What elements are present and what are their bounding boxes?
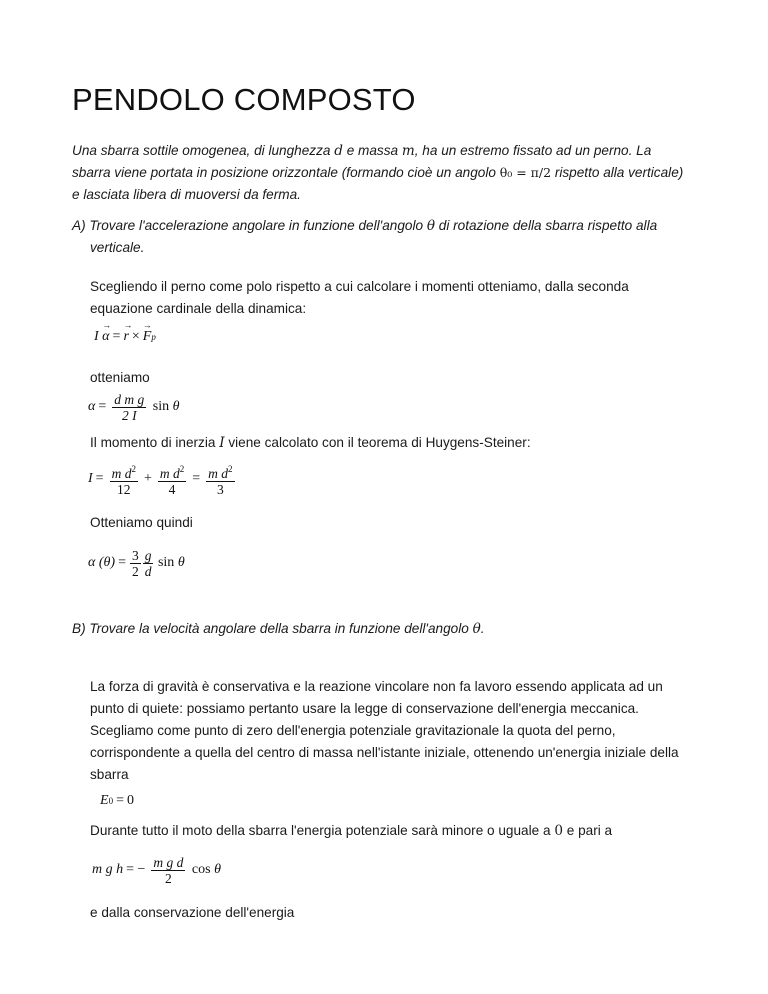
eq-numerator: m g d bbox=[153, 854, 184, 870]
equation-alpha-theta bbox=[88, 546, 185, 580]
eq-denominator: d bbox=[144, 563, 152, 579]
var-d: d bbox=[334, 143, 343, 159]
question-text: B) Trovare la velocità angolare della sbarra in funzione dell'angolo bbox=[72, 621, 473, 636]
final-text: e dalla conservazione dell'energia bbox=[90, 905, 295, 920]
intro-text: sbarra viene portata in posizione orizzontale (formando cioè un angolo bbox=[72, 165, 500, 180]
intro-line-3: e lasciata libera di muoversi da ferma. bbox=[72, 187, 301, 202]
part-b-paragraph-line-3: Scegliamo come punto di zero dell'energia potenziale gravitazionale la quota del perno, bbox=[90, 723, 616, 738]
eq-value: 0 bbox=[126, 793, 134, 808]
intro-text: rispetto alla verticale) bbox=[551, 165, 684, 180]
eq-fraction bbox=[158, 462, 186, 497]
eq-function: sin bbox=[157, 555, 175, 570]
eq-denominator: 4 bbox=[168, 481, 176, 497]
eq-vector-f: → F bbox=[143, 329, 152, 345]
eq-fraction bbox=[151, 855, 185, 886]
inertia-text-a: Il momento di inerzia bbox=[90, 435, 220, 450]
eq-operator: + bbox=[143, 471, 152, 486]
eq-subscript: 0 bbox=[108, 796, 114, 806]
eq-operator: = bbox=[116, 793, 124, 808]
inertia-text bbox=[90, 432, 531, 454]
otteniamo-text: otteniamo bbox=[90, 370, 150, 385]
theta0-expr: θ₀ = π/2 bbox=[499, 165, 552, 180]
eq-operator: = − bbox=[126, 862, 146, 877]
var-m: m bbox=[401, 143, 415, 159]
eq-numerator: 3 bbox=[131, 547, 139, 563]
eq-exponent: 2 bbox=[179, 463, 185, 474]
eq-operator: = bbox=[118, 555, 126, 570]
var-theta: θ bbox=[426, 218, 435, 234]
eq-symbol: I bbox=[94, 329, 99, 344]
intro-text: e massa bbox=[342, 143, 402, 158]
eq-subscript: p bbox=[151, 332, 156, 342]
equation-alpha bbox=[88, 390, 180, 424]
eq-vector-r: → r bbox=[123, 329, 128, 345]
question-text: di rotazione della sbarra rispetto alla bbox=[435, 218, 658, 233]
quindi-text: Otteniamo quindi bbox=[90, 515, 193, 530]
eq-denominator: 12 bbox=[117, 481, 131, 497]
eq-fraction bbox=[130, 548, 141, 579]
equation-inertia bbox=[88, 461, 238, 497]
eq-fraction bbox=[112, 392, 146, 423]
eq-fraction bbox=[143, 548, 154, 579]
intro-line-2 bbox=[72, 162, 683, 184]
eq-operator: = bbox=[95, 471, 104, 486]
eq-fraction bbox=[206, 462, 234, 497]
eq-term: m d bbox=[111, 465, 132, 481]
eq-symbol: θ bbox=[177, 555, 185, 570]
eq-symbol: α (θ) bbox=[88, 555, 116, 570]
eq-symbol: θ bbox=[214, 862, 221, 877]
eq-numerator bbox=[158, 462, 186, 482]
var-i: I bbox=[219, 435, 225, 451]
eq-denominator: 2 bbox=[131, 563, 139, 579]
part-a-question-line-1 bbox=[72, 215, 657, 237]
eq-symbol: α bbox=[88, 399, 96, 414]
part-b-paragraph-line-1: La forza di gravità è conservativa e la reazione vincolare non fa lavoro essendo applicata ad un bbox=[90, 679, 663, 694]
part-b-paragraph-line-4: corrispondente a quella del centro di massa nell'istante iniziale, ottenendo un'energia iniziale della bbox=[90, 745, 679, 760]
part-b-question bbox=[72, 618, 485, 640]
intro-line-1 bbox=[72, 140, 651, 162]
eq-function: cos bbox=[191, 862, 211, 877]
eq-term: m d bbox=[159, 465, 180, 481]
eq-denominator: 3 bbox=[216, 481, 224, 497]
eq-exponent: 2 bbox=[228, 463, 233, 474]
eq-numerator bbox=[110, 462, 138, 482]
eq-fraction bbox=[110, 462, 138, 497]
eq-operator: = bbox=[192, 471, 201, 486]
question-text: A) Trovare l'accelerazione angolare in funzione dell'angolo bbox=[72, 218, 427, 233]
part-a-paragraph-line-2: equazione cardinale della dinamica: bbox=[90, 301, 307, 316]
eq-denominator: 2 I bbox=[121, 407, 137, 423]
eq-symbol: θ bbox=[172, 399, 180, 414]
during-text-b: e pari a bbox=[562, 823, 613, 838]
zero-value: 0 bbox=[554, 823, 563, 839]
part-a-paragraph-line-1: Scegliendo il perno come polo rispetto a cui calcolare i momenti otteniamo, dalla seconda bbox=[90, 279, 629, 294]
eq-operator: = bbox=[98, 399, 107, 414]
eq-symbol: I bbox=[88, 471, 93, 486]
eq-numerator: d m g bbox=[114, 391, 145, 407]
eq-symbol: E bbox=[100, 793, 109, 808]
during-text-a: Durante tutto il moto della sbarra l'energia potenziale sarà minore o uguale a bbox=[90, 823, 555, 838]
part-b-paragraph-line-2: punto di quiete: possiamo pertanto usare la legge di conservazione dell'energia meccanica. bbox=[90, 701, 639, 716]
eq-exponent: 2 bbox=[131, 463, 136, 474]
eq-term: m d bbox=[208, 465, 229, 481]
during-text bbox=[90, 820, 612, 842]
part-a-question-line-2: verticale. bbox=[90, 240, 145, 255]
var-theta: θ bbox=[472, 621, 481, 637]
eq-denominator: 2 bbox=[165, 870, 172, 886]
intro-text: , ha un estremo fissato ad un perno. La bbox=[414, 143, 652, 158]
question-text: . bbox=[480, 621, 485, 636]
eq-symbol: m g h bbox=[92, 862, 124, 877]
intro-text: Una sbarra sottile omogenea, di lunghezza bbox=[72, 143, 335, 158]
eq-operator: = bbox=[112, 329, 121, 344]
page-title: PENDOLO COMPOSTO bbox=[72, 82, 416, 117]
equation-initial-energy bbox=[100, 790, 134, 812]
equation-cardinal bbox=[94, 326, 156, 348]
part-b-paragraph-line-5: sbarra bbox=[90, 767, 129, 782]
eq-vector-alpha: → α bbox=[102, 329, 109, 345]
eq-numerator bbox=[206, 462, 234, 482]
equation-potential-energy bbox=[92, 853, 221, 887]
eq-operator: × bbox=[131, 329, 140, 344]
eq-function: sin bbox=[152, 399, 170, 414]
inertia-text-b: viene calcolato con il teorema di Huygens-Steiner: bbox=[224, 435, 531, 450]
eq-numerator: g bbox=[144, 547, 152, 563]
